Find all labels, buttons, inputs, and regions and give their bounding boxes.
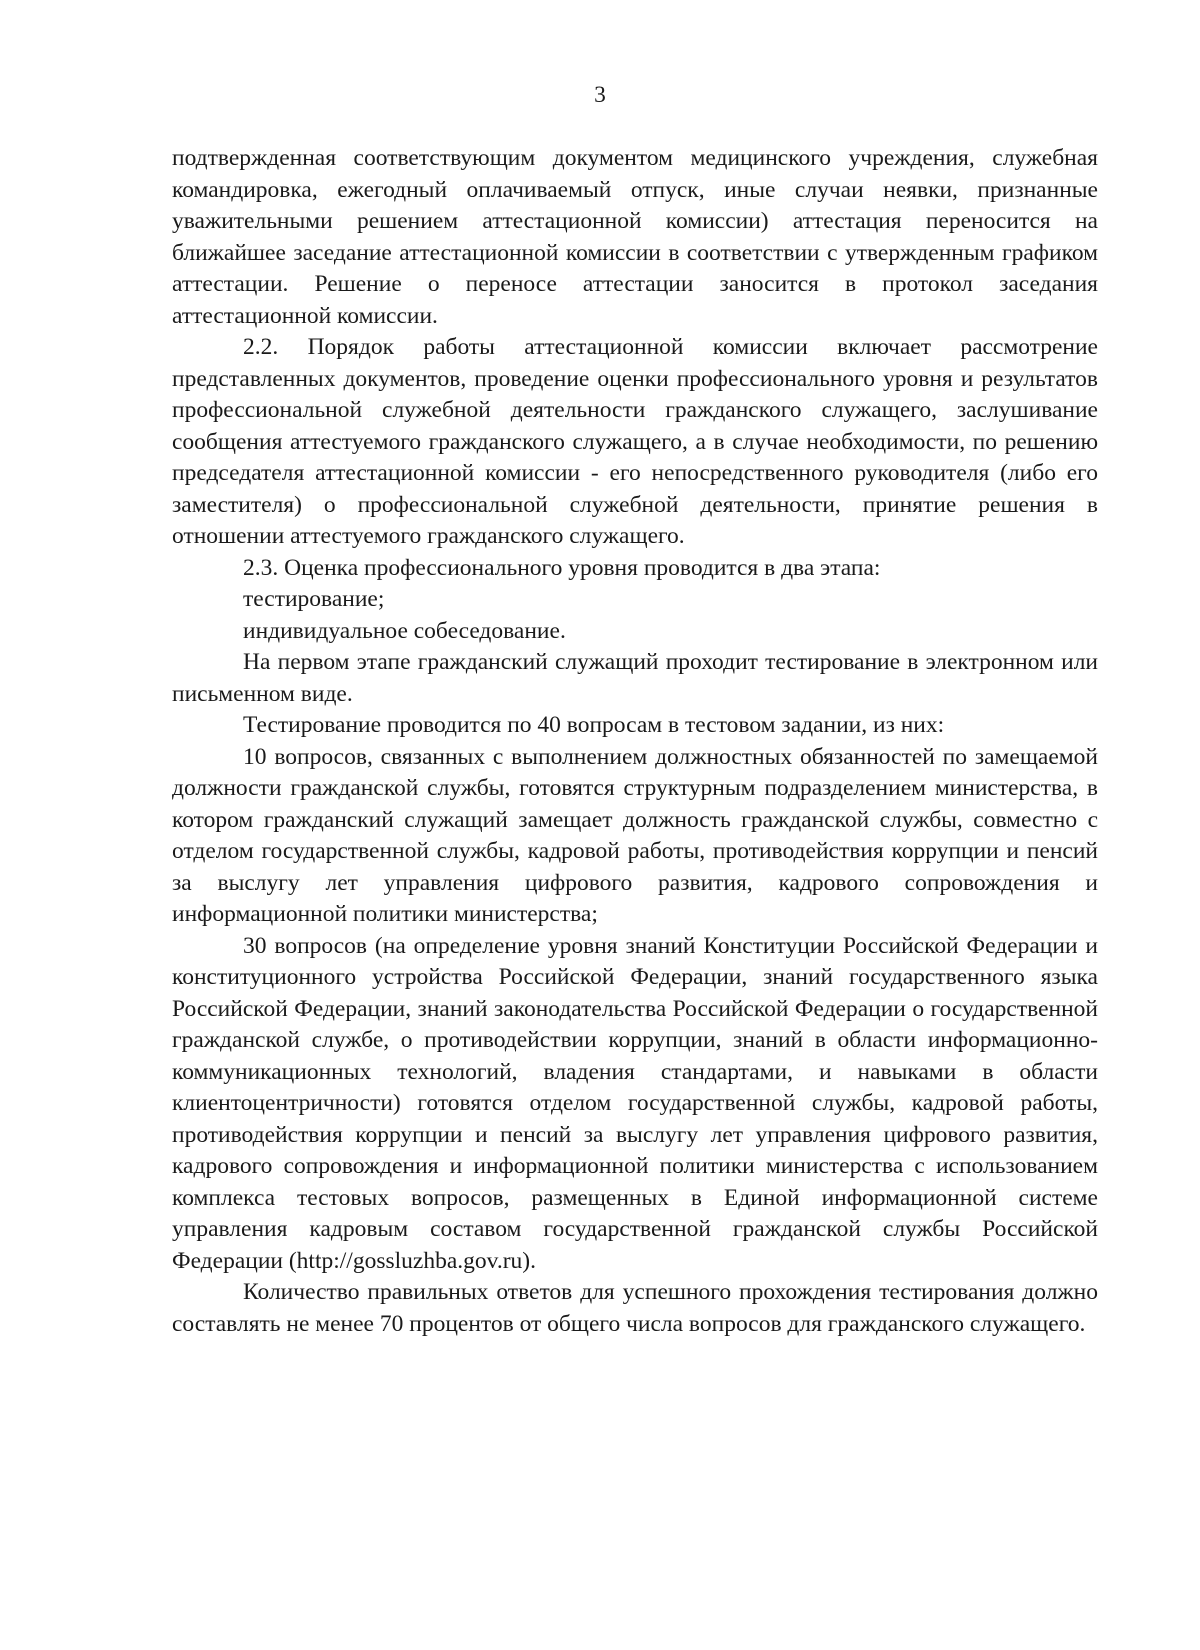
paragraph-first-stage: На первом этапе гражданский служащий проходит тестирование в электронном или письменном виде. bbox=[172, 649, 1098, 707]
paragraph-10-questions: 10 вопросов, связанных с выполнением должностных обязанностей по замещаемой должности гражданской службы, готовятся структурным подразделением министерства, в котором гражданский служащий замещает должность гражданской службы, совместно с отделом государственной службы, кадровой работы, противодействия коррупции и пенсий за выслугу лет управления цифрового развития, кадрового сопровождения и информационной политики министерства; bbox=[172, 743, 1098, 927]
page-number: 3 bbox=[594, 82, 606, 108]
paragraph-30-questions: 30 вопросов (на определение уровня знаний Конституции Российской Федерации и конституционного устройства Российской Федерации, знаний государственного языка Российской Федерации, знаний законодательства Российской Федерации о государственной гражданской службе, о противодействии коррупции, знаний в области информационно-коммуникационных технологий, владения стандартами, и навыками в области клиентоцентричности) готовятся отделом государственной службы, кадровой работы, противодействия коррупции и пенсий за выслугу лет управления цифрового развития, кадрового сопровождения и информационной политики министерства с использованием комплекса тестовых вопросов, размещенных в Единой информационной системе управления кадровым составом государственной гражданской службы Российской Федерации (http://gossluzhba.gov.ru). bbox=[172, 932, 1098, 1274]
paragraph-medical-leave-postponement: подтвержденная соответствующим документом медицинского учреждения, служебная командировка, ежегодный оплачиваемый отпуск, иные случаи неявки, признанные уважительными решением аттестационной комиссии) аттестация переносится на ближайшее заседание аттестационной комиссии в соответствии с утвержденным графиком аттестации. Решение о переносе аттестации заносится в протокол заседания аттестационной комиссии. bbox=[172, 145, 1098, 329]
paragraph-2-2-commission-procedure: 2.2. Порядок работы аттестационной комиссии включает рассмотрение представленных документов, проведение оценки профессионального уровня и результатов профессиональной служебной деятельности гражданского служащего, заслушивание сообщения аттестуемого гражданского служащего, а в случае необходимости, по решению председателя аттестационной комиссии - его непосредственного руководителя (либо его заместителя) о профессиональной служебной деятельности, принятие решения в отношении аттестуемого гражданского служащего. bbox=[172, 334, 1098, 549]
document-body bbox=[172, 143, 1098, 1340]
list-item-testing: тестирование; bbox=[243, 586, 385, 612]
paragraph-2-3-two-stages: 2.3. Оценка профессионального уровня проводится в два этапа: bbox=[243, 554, 881, 581]
paragraph-passing-threshold: Количество правильных ответов для успешного прохождения тестирования должно составлять не менее 70 процентов от общего числа вопросов для гражданского служащего. bbox=[172, 1279, 1098, 1337]
list-item-interview: индивидуальное собеседование. bbox=[243, 617, 566, 644]
paragraph-40-questions: Тестирование проводится по 40 вопросам в тестовом задании, из них: bbox=[243, 712, 945, 738]
